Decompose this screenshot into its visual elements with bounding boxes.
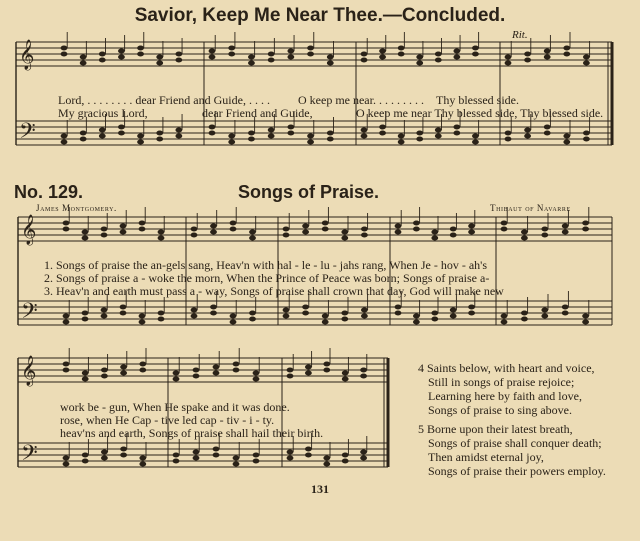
hymn-number: No. 129.	[14, 182, 84, 202]
note-head	[158, 317, 165, 322]
ritardando-mark: Rit.	[512, 29, 528, 41]
note-head	[82, 459, 89, 464]
clef-icon: 𝄞	[21, 215, 37, 245]
note-head	[287, 125, 294, 130]
note-head	[120, 311, 127, 316]
note-head	[228, 134, 235, 139]
note-head	[524, 52, 531, 57]
note-head	[563, 140, 570, 145]
note-head	[63, 362, 70, 367]
note-head	[360, 450, 367, 455]
note-head	[360, 456, 367, 461]
note-head	[139, 227, 146, 232]
note-head	[213, 365, 220, 370]
note-head	[562, 224, 569, 229]
verse-2: 2. Songs of praise a - woke the morn, When the Prince of Peace was born; Songs of praise a-	[44, 271, 490, 285]
note-head	[435, 58, 442, 63]
note-head	[305, 447, 312, 452]
note-head	[120, 447, 127, 452]
note-head	[209, 131, 216, 136]
note-head	[305, 371, 312, 376]
note-head	[413, 314, 420, 319]
note-head	[233, 368, 240, 373]
note-head	[233, 462, 240, 467]
note-head	[379, 49, 386, 54]
note-head	[175, 134, 182, 139]
note-head	[450, 314, 457, 319]
note-head	[118, 55, 125, 60]
note-head	[342, 377, 349, 382]
note-head	[120, 371, 127, 376]
top-lyric-1c: Thy blessed side.	[436, 93, 519, 107]
note-head	[139, 368, 146, 373]
note-head	[413, 221, 420, 226]
note-head	[82, 311, 89, 316]
note-head	[230, 221, 237, 226]
note-head	[253, 453, 260, 458]
note-head	[82, 371, 89, 376]
note-head	[210, 305, 217, 310]
verse-3: 3. Heav'n and earth must pass a - way, Songs of praise shall crown that day, God will make new	[44, 284, 504, 298]
note-head	[505, 131, 512, 136]
note-head	[233, 456, 240, 461]
note-head	[544, 125, 551, 130]
note-head	[450, 227, 457, 232]
note-head	[361, 233, 368, 238]
note-head	[541, 308, 548, 313]
verse-1: 1. Songs of praise the an-gels sang, Heav'n with hal - le - lu - jahs rang, When Je - hov - ah's	[44, 258, 487, 272]
note-head	[118, 49, 125, 54]
note-head	[118, 131, 125, 136]
clef-icon: 𝄢	[21, 299, 38, 329]
note-head	[341, 236, 348, 241]
note-head	[435, 52, 442, 57]
stanza-4-line: Learning here by faith and love,	[428, 389, 582, 403]
note-head	[61, 46, 68, 51]
note-head	[61, 52, 68, 57]
note-head	[230, 314, 237, 319]
note-head	[544, 55, 551, 60]
note-head	[139, 462, 146, 467]
note-head	[287, 374, 294, 379]
note-head	[120, 224, 127, 229]
note-head	[268, 134, 275, 139]
note-head	[191, 233, 198, 238]
note-head	[139, 221, 146, 226]
note-head	[395, 230, 402, 235]
note-head	[158, 230, 165, 235]
note-head	[63, 320, 70, 325]
page-number: 131	[311, 482, 329, 496]
clef-icon: 𝄢	[21, 441, 38, 471]
note-head	[562, 230, 569, 235]
note-head	[173, 371, 180, 376]
stanza-5-line: 5 Borne upon their latest breath,	[418, 422, 573, 436]
note-head	[327, 137, 334, 142]
note-head	[307, 46, 314, 51]
note-head	[253, 459, 260, 464]
note-head	[228, 46, 235, 51]
stanza-5-line: Songs of praise their powers employ.	[428, 464, 606, 478]
note-head	[413, 320, 420, 325]
note-head	[101, 233, 108, 238]
note-head	[472, 46, 479, 51]
note-head	[213, 447, 220, 452]
note-head	[431, 317, 438, 322]
note-head	[101, 374, 108, 379]
note-head	[158, 236, 165, 241]
note-head	[322, 227, 329, 232]
note-head	[287, 456, 294, 461]
note-head	[287, 49, 294, 54]
clef-icon: 𝄞	[21, 356, 37, 386]
note-head	[468, 230, 475, 235]
note-head	[156, 55, 163, 60]
note-head	[101, 227, 108, 232]
note-head	[230, 320, 237, 325]
hymn-author: James Montgomery.	[36, 203, 117, 213]
top-lyric-2c: O keep me near Thy blessed side, Thy blessed side.	[356, 106, 604, 120]
note-head	[416, 137, 423, 142]
top-lyric-2a: My gracious Lord,	[58, 106, 148, 120]
note-head	[323, 456, 330, 461]
note-head	[322, 221, 329, 226]
note-head	[118, 125, 125, 130]
note-head	[583, 55, 590, 60]
note-head	[210, 230, 217, 235]
note-head	[228, 140, 235, 145]
note-head	[193, 374, 200, 379]
note-head	[453, 49, 460, 54]
note-head	[361, 58, 368, 63]
note-head	[63, 456, 70, 461]
note-head	[248, 55, 255, 60]
note-head	[137, 46, 144, 51]
note-head	[175, 52, 182, 57]
note-head	[583, 137, 590, 142]
stanza-5-line: Then amidst eternal joy,	[428, 450, 544, 464]
note-head	[521, 230, 528, 235]
clef-icon: 𝄢	[19, 119, 36, 149]
note-head	[562, 305, 569, 310]
note-head	[398, 134, 405, 139]
note-head	[191, 227, 198, 232]
note-head	[156, 61, 163, 66]
note-head	[431, 236, 438, 241]
note-head	[249, 230, 256, 235]
note-head	[431, 230, 438, 235]
note-head	[416, 55, 423, 60]
note-head	[249, 311, 256, 316]
note-head	[524, 128, 531, 133]
note-head	[175, 128, 182, 133]
note-head	[99, 58, 106, 63]
verse-1-cont: work be - gun, When He spake and it was done.	[60, 400, 290, 414]
note-head	[323, 368, 330, 373]
note-head	[327, 131, 334, 136]
note-head	[521, 236, 528, 241]
note-head	[395, 311, 402, 316]
note-head	[544, 131, 551, 136]
note-head	[398, 52, 405, 57]
note-head	[191, 314, 198, 319]
note-head	[283, 314, 290, 319]
note-head	[322, 314, 329, 319]
note-head	[379, 131, 386, 136]
note-head	[468, 311, 475, 316]
stanza-5	[418, 422, 606, 478]
note-head	[82, 317, 89, 322]
stanza-4-line: Still in songs of praise rejoice;	[428, 375, 575, 389]
note-head	[342, 453, 349, 458]
note-head	[342, 459, 349, 464]
note-head	[472, 140, 479, 145]
note-head	[563, 52, 570, 57]
note-head	[395, 305, 402, 310]
note-head	[248, 61, 255, 66]
stanza-4-line: Songs of praise to sing above.	[428, 403, 572, 417]
note-head	[61, 140, 68, 145]
note-head	[120, 453, 127, 458]
note-head	[82, 377, 89, 382]
note-head	[210, 311, 217, 316]
note-head	[505, 55, 512, 60]
note-head	[173, 453, 180, 458]
note-head	[431, 311, 438, 316]
note-head	[213, 371, 220, 376]
note-head	[101, 308, 108, 313]
note-head	[82, 236, 89, 241]
note-head	[323, 362, 330, 367]
note-head	[210, 224, 217, 229]
note-head	[137, 140, 144, 145]
clef-icon: 𝄞	[19, 40, 35, 70]
note-head	[63, 314, 70, 319]
note-head	[416, 131, 423, 136]
note-head	[137, 134, 144, 139]
note-head	[307, 140, 314, 145]
hymn-title: Songs of Praise.	[238, 182, 380, 202]
note-head	[173, 459, 180, 464]
note-head	[379, 125, 386, 130]
note-head	[139, 362, 146, 367]
note-head	[544, 49, 551, 54]
note-head	[287, 131, 294, 136]
note-head	[541, 227, 548, 232]
top-lyric-1b: O keep me near. . . . . . . . .	[298, 93, 424, 107]
note-head	[582, 227, 589, 232]
note-head	[322, 320, 329, 325]
note-head	[582, 314, 589, 319]
note-head	[435, 128, 442, 133]
note-head	[583, 61, 590, 66]
note-head	[302, 311, 309, 316]
note-head	[253, 371, 260, 376]
note-head	[82, 230, 89, 235]
note-head	[99, 128, 106, 133]
note-head	[453, 131, 460, 136]
stanza-4	[418, 361, 595, 417]
note-head	[413, 227, 420, 232]
note-head	[230, 227, 237, 232]
note-head	[101, 368, 108, 373]
note-head	[501, 314, 508, 319]
note-head	[501, 227, 508, 232]
note-head	[395, 224, 402, 229]
verse-3-cont: heav'ns and earth, Songs of praise shall hail their birth.	[60, 426, 324, 440]
note-head	[80, 137, 87, 142]
note-head	[283, 227, 290, 232]
note-head	[541, 314, 548, 319]
note-head	[341, 311, 348, 316]
note-head	[173, 377, 180, 382]
note-head	[120, 365, 127, 370]
note-head	[305, 453, 312, 458]
verse-2-cont: rose, when He Cap - tive led cap - tiv - i - ty.	[60, 413, 275, 427]
note-head	[472, 52, 479, 57]
note-head	[398, 140, 405, 145]
note-head	[453, 125, 460, 130]
note-head	[360, 374, 367, 379]
note-head	[209, 55, 216, 60]
note-head	[287, 368, 294, 373]
note-head	[521, 311, 528, 316]
note-head	[524, 134, 531, 139]
note-head	[63, 221, 70, 226]
note-head	[209, 125, 216, 130]
note-head	[63, 462, 70, 467]
note-head	[361, 128, 368, 133]
note-head	[361, 52, 368, 57]
note-head	[582, 221, 589, 226]
note-head	[468, 224, 475, 229]
note-head	[193, 450, 200, 455]
note-head	[233, 362, 240, 367]
note-head	[379, 55, 386, 60]
note-head	[361, 314, 368, 319]
note-head	[99, 134, 106, 139]
note-head	[156, 137, 163, 142]
note-head	[101, 456, 108, 461]
note-head	[209, 49, 216, 54]
note-head	[505, 137, 512, 142]
note-head	[287, 55, 294, 60]
note-head	[472, 134, 479, 139]
note-head	[191, 308, 198, 313]
note-head	[283, 308, 290, 313]
note-head	[563, 46, 570, 51]
note-head	[63, 227, 70, 232]
note-head	[416, 61, 423, 66]
note-head	[582, 320, 589, 325]
note-head	[327, 61, 334, 66]
note-head	[120, 305, 127, 310]
note-head	[101, 450, 108, 455]
note-head	[193, 368, 200, 373]
note-head	[563, 134, 570, 139]
note-head	[63, 368, 70, 373]
note-head	[283, 233, 290, 238]
note-head	[137, 52, 144, 57]
note-head	[505, 61, 512, 66]
stanza-4-line: 4 Saints below, with heart and voice,	[418, 361, 595, 375]
note-head	[524, 58, 531, 63]
note-head	[521, 317, 528, 322]
note-head	[307, 52, 314, 57]
note-head	[305, 365, 312, 370]
note-head	[450, 233, 457, 238]
note-head	[302, 224, 309, 229]
note-head	[501, 221, 508, 226]
note-head	[435, 134, 442, 139]
note-head	[249, 317, 256, 322]
note-head	[453, 55, 460, 60]
note-head	[175, 58, 182, 63]
note-head	[341, 230, 348, 235]
stanza-5-line: Songs of praise shall conquer death;	[428, 436, 602, 450]
note-head	[213, 453, 220, 458]
note-head	[268, 58, 275, 63]
note-head	[228, 52, 235, 57]
note-head	[302, 305, 309, 310]
note-head	[323, 462, 330, 467]
note-head	[341, 317, 348, 322]
note-head	[327, 55, 334, 60]
note-head	[360, 368, 367, 373]
top-hymn-title: Savior, Keep Me Near Thee.—Concluded.	[134, 5, 506, 26]
note-head	[248, 137, 255, 142]
top-lyric-1a: Lord, . . . . . . . . dear Friend and Guide, . . . .	[58, 93, 270, 107]
note-head	[562, 311, 569, 316]
note-head	[268, 128, 275, 133]
note-head	[361, 227, 368, 232]
note-head	[302, 230, 309, 235]
note-head	[501, 320, 508, 325]
note-head	[307, 134, 314, 139]
note-head	[361, 134, 368, 139]
note-head	[193, 456, 200, 461]
note-head	[80, 131, 87, 136]
note-head	[253, 377, 260, 382]
note-head	[361, 308, 368, 313]
note-head	[158, 311, 165, 316]
note-head	[249, 236, 256, 241]
hymn-composer: Thibaut of Navarre	[490, 203, 571, 213]
note-head	[99, 52, 106, 57]
note-head	[583, 131, 590, 136]
note-head	[101, 314, 108, 319]
note-head	[139, 456, 146, 461]
note-head	[468, 305, 475, 310]
note-head	[268, 52, 275, 57]
note-head	[80, 61, 87, 66]
note-head	[287, 450, 294, 455]
note-head	[139, 320, 146, 325]
note-head	[450, 308, 457, 313]
note-head	[248, 131, 255, 136]
note-head	[61, 134, 68, 139]
note-head	[82, 453, 89, 458]
note-head	[139, 314, 146, 319]
note-head	[342, 371, 349, 376]
note-head	[156, 131, 163, 136]
note-head	[398, 46, 405, 51]
note-head	[80, 55, 87, 60]
top-lyric-2b: dear Friend and Guide,	[202, 106, 313, 120]
note-head	[541, 233, 548, 238]
note-head	[120, 230, 127, 235]
